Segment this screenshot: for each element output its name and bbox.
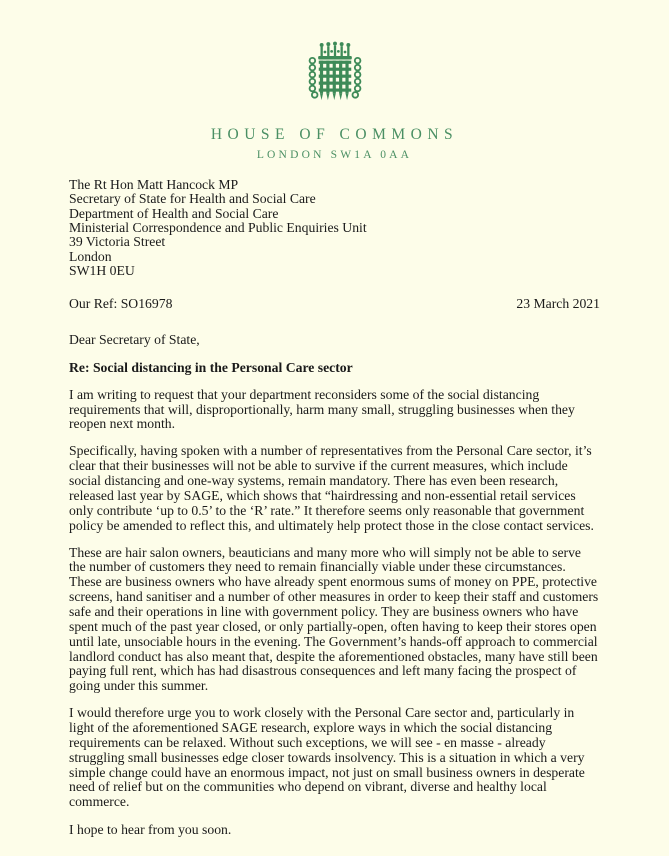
recipient-unit: Ministerial Correspondence and Public Enquiries Unit bbox=[69, 219, 367, 235]
reference-row bbox=[69, 297, 600, 312]
recipient-name: The Rt Hon Matt Hancock MP bbox=[69, 177, 239, 192]
recipient-city: London bbox=[69, 248, 112, 264]
recipient-address-block bbox=[69, 178, 600, 278]
recipient-street: 39 Victoria Street bbox=[69, 234, 166, 250]
paragraph-4: I would therefore urge you to work closely with the Personal Care sector and, particularly in light of the aforementioned SAGE research, explore ways in which the social distancing requirements can be relaxed. Without such exceptions, we will see - en masse - already struggling small businesses edge closer towards insolvency. This is a situation in which a very simple change could have an enormous impact, not just on small business owners in desperate need of relief but on the communities who depend on vibrant, diverse and healthy local commerce. bbox=[69, 705, 585, 810]
paragraph-2: Specifically, having spoken with a number of representatives from the Personal Care sector, it’s clear that their businesses will not be able to survive if the current measures, which include social distancing and one-way systems, remain mandatory. There has even been research, released last year by SAGE, which shows that “hairdressing and non-essential retail services only contribute ‘up to 0.5’ to the ‘R’ rate.” It therefore seems only reasonable that government policy be amended to reflect this, and ultimately help protect those in the close contact services. bbox=[69, 443, 594, 533]
recipient-title: Secretary of State for Health and Social Care bbox=[69, 191, 316, 207]
salutation: Dear Secretary of State, bbox=[69, 332, 200, 348]
house-of-commons-portcullis-icon bbox=[306, 36, 364, 112]
paragraph-3: These are hair salon owners, beauticians and many more who will simply not be able to serve the number of customers they need to remain financially viable under these circumstances. These are business owners who have already spent enormous sums of money on PPE, protective screens, hand sanitiser and a number of other measures in order to keep their staff and customers safe and their operations in line with government policy. They are business owners who have spent much of the past year closed, or only partially-open, often having to keep their stores open until late, unsociable hours in the evening. The Government’s hands-off approach to commercial landlord conduct has also meant that, despite the aforementioned obstacles, many have still been paying full rent, which has had disastrous consequences and left many facing the prospect of going under this summer. bbox=[69, 544, 599, 694]
letterhead-address: LONDON SW1A 0AA bbox=[256, 149, 413, 161]
recipient-department: Department of Health and Social Care bbox=[69, 205, 279, 221]
our-ref: Our Ref: SO16978 bbox=[69, 296, 173, 312]
closing-line: I hope to hear from you soon. bbox=[69, 822, 232, 838]
letter-date: 23 March 2021 bbox=[516, 296, 600, 312]
subject-line: Re: Social distancing in the Personal Care sector bbox=[69, 359, 353, 375]
letter-content bbox=[0, 178, 669, 838]
paragraph-1: I am writing to request that your department reconsiders some of the social distancing requirements that will, disproportionally, harm many small, struggling businesses when they reopen next month. bbox=[69, 386, 575, 432]
recipient-postcode: SW1H 0EU bbox=[69, 262, 135, 278]
letterhead-title: HOUSE OF COMMONS bbox=[210, 126, 459, 143]
letterhead bbox=[0, 0, 669, 161]
